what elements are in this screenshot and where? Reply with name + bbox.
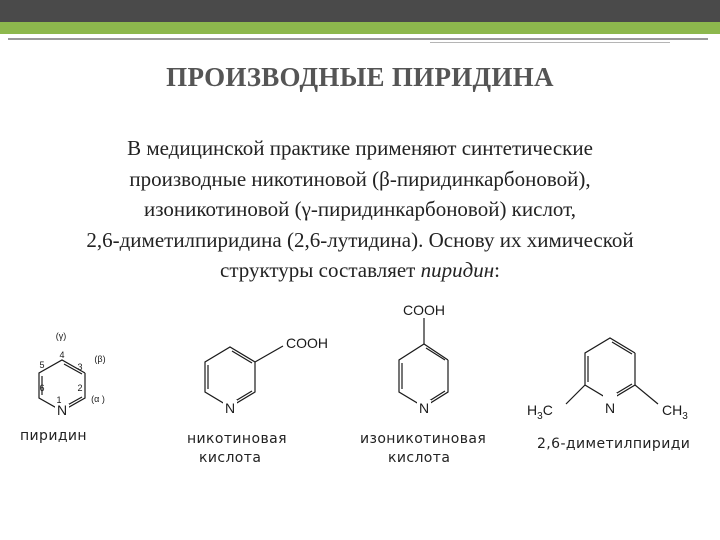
- nicotinic-cooh: COOH: [286, 335, 328, 351]
- isonicotinic-caption-line1: изоникотиновая: [360, 431, 487, 447]
- left-methyl-h: H: [527, 402, 538, 418]
- beta-label: (β): [94, 354, 106, 364]
- position-4: 4: [59, 350, 65, 360]
- position-5: 5: [39, 360, 45, 370]
- intro-line-2: производные никотиновой (β-пиридинкарбоновой),: [129, 166, 591, 191]
- intro-line-5-text: структуры составляет: [220, 258, 421, 282]
- alpha-label: (α ): [91, 394, 105, 404]
- position-2: 2: [77, 383, 83, 393]
- pyridine-nitrogen: N: [56, 402, 68, 418]
- position-1: 1: [56, 395, 62, 405]
- lutidine-caption: 2,6-диметилпириди: [537, 436, 691, 452]
- right-methyl-subscript: 3: [682, 411, 688, 422]
- lutidine-nitrogen: N: [604, 400, 616, 416]
- lutidine-right-methyl: [662, 402, 688, 422]
- isonicotinic-nitrogen: N: [418, 400, 430, 416]
- isonicotinic-caption-line2: кислота: [388, 450, 451, 466]
- intro-line-4: 2,6-диметилпиридина (2,6-лутидина). Основу их химической: [86, 227, 634, 252]
- intro-italic-term: пиридин: [420, 258, 495, 282]
- position-6: 6: [39, 383, 45, 393]
- intro-line-3: изоникотиновой (γ-пиридинкарбоновой) кислот,: [144, 197, 576, 221]
- nicotinic-caption-line2: кислота: [199, 450, 262, 466]
- slide-title: ПРОИЗВОДНЫЕ ПИРИДИНА: [166, 62, 554, 92]
- intro-line-5-colon: :: [494, 258, 500, 282]
- nicotinic-ring: [205, 346, 283, 407]
- lutidine-left-methyl: [527, 402, 553, 422]
- nicotinic-nitrogen: N: [224, 400, 236, 416]
- nicotinic-caption-line1: никотиновая: [187, 431, 287, 447]
- left-methyl-c: C: [542, 402, 553, 418]
- isonicotinic-ring: [399, 318, 448, 407]
- position-3: 3: [77, 362, 83, 372]
- left-methyl-subscript: 3: [537, 411, 543, 422]
- intro-line-1: В медицинской практике применяют синтетические: [127, 136, 593, 160]
- right-methyl-ch: CH: [662, 402, 683, 418]
- gamma-label: (γ): [55, 331, 67, 341]
- pyridine-caption: пиридин: [20, 428, 87, 444]
- isonicotinic-cooh: COOH: [403, 302, 445, 318]
